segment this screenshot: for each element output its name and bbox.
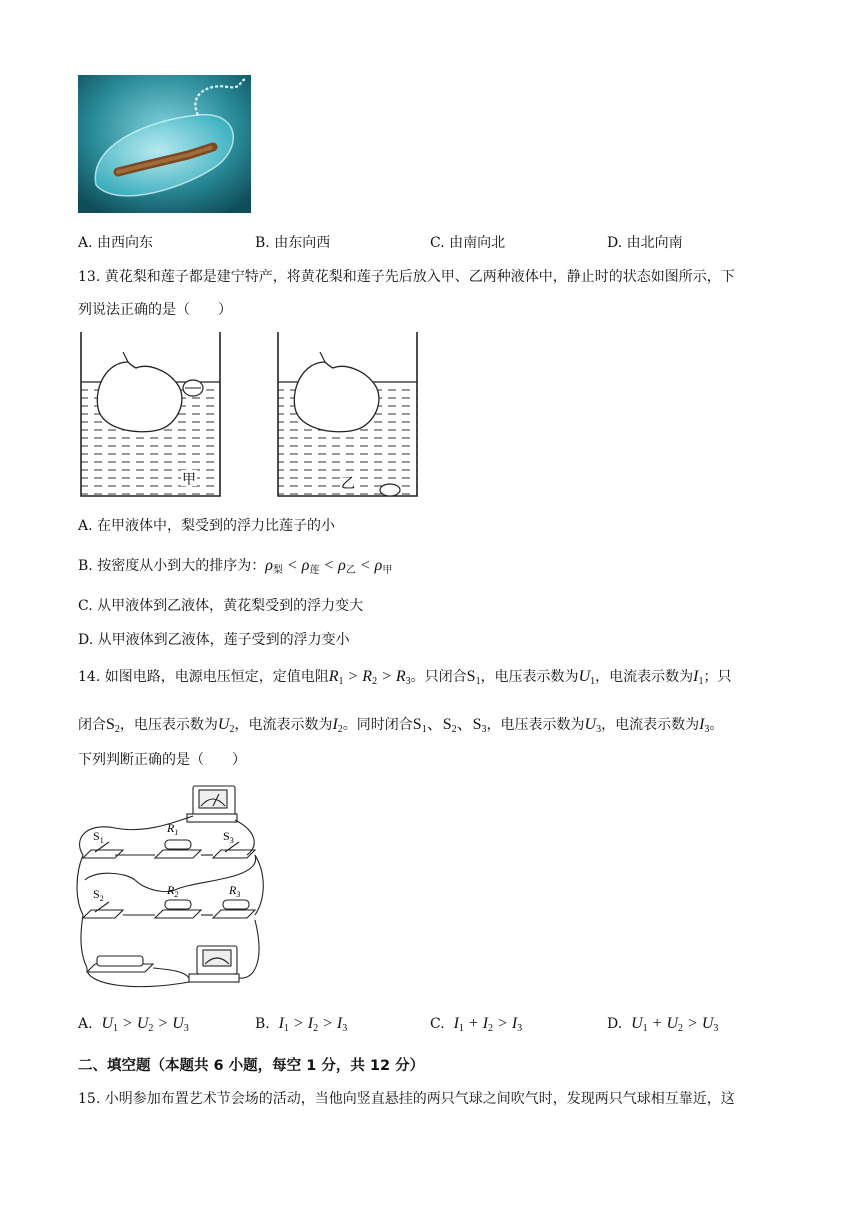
label-s3: $S_3$ — [223, 829, 234, 845]
label-s2: $S_2$ — [93, 887, 104, 903]
q14-option-d: D. $U_1 + U_2 > U_3$ — [607, 1015, 719, 1034]
q14-option-c: C. $I_1 + I_2 > I_3$ — [430, 1015, 523, 1034]
q13-option-c: C. 从甲液体到乙液体，黄花梨受到的浮力变大 — [78, 598, 364, 614]
q13-option-d: D. 从甲液体到乙液体，莲子受到的浮力变小 — [78, 632, 350, 648]
container-right — [278, 332, 417, 496]
q12-option-d: D. 由北向南 — [607, 235, 683, 251]
q12-option-c: C. 由南向北 — [430, 235, 506, 251]
label-s1: $S_1$ — [93, 829, 104, 845]
q14-stem-line3: 下列判断正确的是（ ） — [78, 752, 246, 768]
q13-option-a: A. 在甲液体中，梨受到的浮力比莲子的小 — [78, 518, 336, 534]
circuit-figure — [75, 780, 270, 1000]
q12-option-a: A. 由西向东 — [78, 235, 154, 251]
q13-stem-line1: 13. 黄花梨和莲子都是建宁特产，将黄花梨和莲子先后放入甲、乙两种液体中，静止时的状态如图所示，下 — [78, 269, 735, 285]
q15-stem-line1: 15. 小明参加布置艺术节会场的活动，当他向竖直悬挂的两只气球之间吹气时，发现两只气球相互靠近，这 — [78, 1091, 735, 1107]
container-left — [81, 332, 220, 496]
label-r3: $R_3$ — [229, 883, 241, 899]
label-r1: $R_1$ — [167, 821, 179, 837]
label-r2: $R_2$ — [167, 883, 179, 899]
q14-stem-line1: 14. 如图电路，电源电压恒定，定值电阻$R_1 > R_2 > R_3$。只闭合$S_1$，电压表示数为$U_1$，电流表示数为$I_1$；只 — [78, 668, 732, 687]
q14-option-b: B. $I_1 > I_2 > I_3$ — [255, 1015, 348, 1034]
q12-option-b: B. 由东向西 — [255, 235, 331, 251]
q13-stem-line2: 列说法正确的是（ ） — [78, 302, 232, 318]
section-heading-fill-in: 二、填空题（本题共 6 小题，每空 1 分，共 12 分） — [78, 1058, 425, 1074]
liquid-label-yi: 乙 — [341, 477, 355, 492]
liquid-label-jia: 甲 — [182, 473, 196, 488]
q14-option-a: A. $U_1 > U_2 > U_3$ — [78, 1015, 189, 1034]
floating-objects-figure — [78, 330, 423, 500]
q13-option-b: B. 按密度从小到大的排序为：$\rho_梨 < \rho_莲 < \rho_乙 < \rho_甲$ — [78, 557, 393, 576]
bacterium-illustration — [78, 75, 251, 213]
q14-stem-line2: 闭合$S_2$，电压表示数为$U_2$，电流表示数为$I_2$。同时闭合$S_1$、$S_2$、$S_3$，电压表示数为$U_3$，电流表示数为$I_3$。 — [78, 716, 724, 735]
